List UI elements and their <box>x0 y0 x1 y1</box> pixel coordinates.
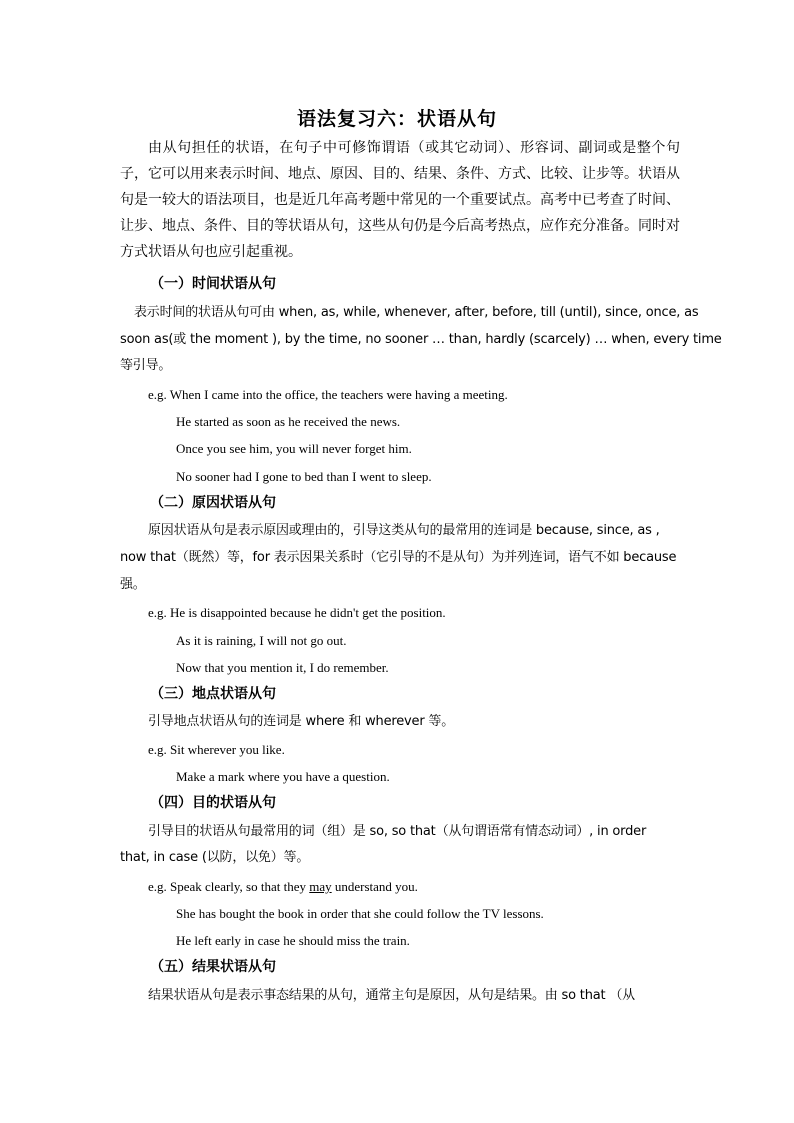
time-text-line-2: soon as(或 the moment ), by the time, no sooner … than, hardly (scarcely) … when, every time <box>120 332 722 347</box>
reason-text-line-2: now that（既然）等，for 表示因果关系时（它引导的不是从句）为并列连词，语气不如 because <box>120 550 677 565</box>
underlined-modal-verb: may <box>309 879 332 894</box>
time-example-3: Once you see him, you will never forget him. <box>176 441 412 456</box>
reason-example-2: As it is raining, I will not go out. <box>176 633 347 648</box>
place-example-1: e.g. Sit wherever you like. <box>148 742 285 757</box>
time-example-2: He started as soon as he received the news. <box>176 414 401 429</box>
section-heading-time: （一）时间状语从句 <box>150 276 276 292</box>
purpose-example-3: He left early in case he should miss the train. <box>176 933 410 948</box>
section-heading-purpose: （四）目的状语从句 <box>150 795 276 811</box>
reason-example-3: Now that you mention it, I do remember. <box>176 660 389 675</box>
section-heading-reason: （二）原因状语从句 <box>150 495 276 511</box>
reason-text-line-1: 原因状语从句是表示原因或理由的，引导这类从句的最常用的连词是 because, since, as , <box>148 523 660 538</box>
intro-paragraph: 由从句担任的状语，在句子中可修饰谓语（或其它动词）、形容词、副词或是整个句子，它可以用来表示时间、地点、原因、目的、结果、条件、方式、比较、让步等。状语从句是一较大的语法项目，也是近几年高考题中常见的一个重要试点。高考中已考查了时间、让步、地点、条件、目的等状语从句，这些从句仍是今后高考热点，应作充分准备。同时对方式状语从句也应引起重视。 <box>120 140 680 260</box>
time-text-line-3: 等引导。 <box>120 358 172 373</box>
time-text-line-1: 表示时间的状语从句可由 when, as, while, whenever, after, before, till (until), since, once, as <box>134 305 699 320</box>
reason-example-1: e.g. He is disappointed because he didn't get the position. <box>148 605 446 620</box>
purpose-text-line-1: 引导目的状语从句最常用的词（组）是 so, so that（从句谓语常有情态动词）, in order <box>148 824 647 839</box>
purpose-example-1 <box>148 877 418 897</box>
place-text-line-1: 引导地点状语从句的连词是 where 和 wherever 等。 <box>148 714 455 729</box>
reason-text-line-3: 强。 <box>120 577 146 592</box>
time-example-1: e.g. When I came into the office, the teachers were having a meeting. <box>148 387 508 402</box>
section-heading-place: （三）地点状语从句 <box>150 686 276 702</box>
purpose-example-1-end: understand you. <box>331 879 418 894</box>
purpose-example-2: She has bought the book in order that she could follow the TV lessons. <box>176 906 544 921</box>
purpose-text-line-2: that, in case (以防，以免）等。 <box>120 850 310 865</box>
page-title: 语法复习六：状语从句 <box>296 108 497 130</box>
place-example-2: Make a mark where you have a question. <box>176 769 390 784</box>
purpose-example-1-start: e.g. Speak clearly, so that they <box>148 879 310 894</box>
result-text-line-1: 结果状语从句是表示事态结果的从句，通常主句是原因，从句是结果。由 so that （从 <box>148 988 635 1003</box>
section-heading-result: （五）结果状语从句 <box>150 959 276 975</box>
time-example-4: No sooner had I gone to bed than I went to sleep. <box>176 469 432 484</box>
